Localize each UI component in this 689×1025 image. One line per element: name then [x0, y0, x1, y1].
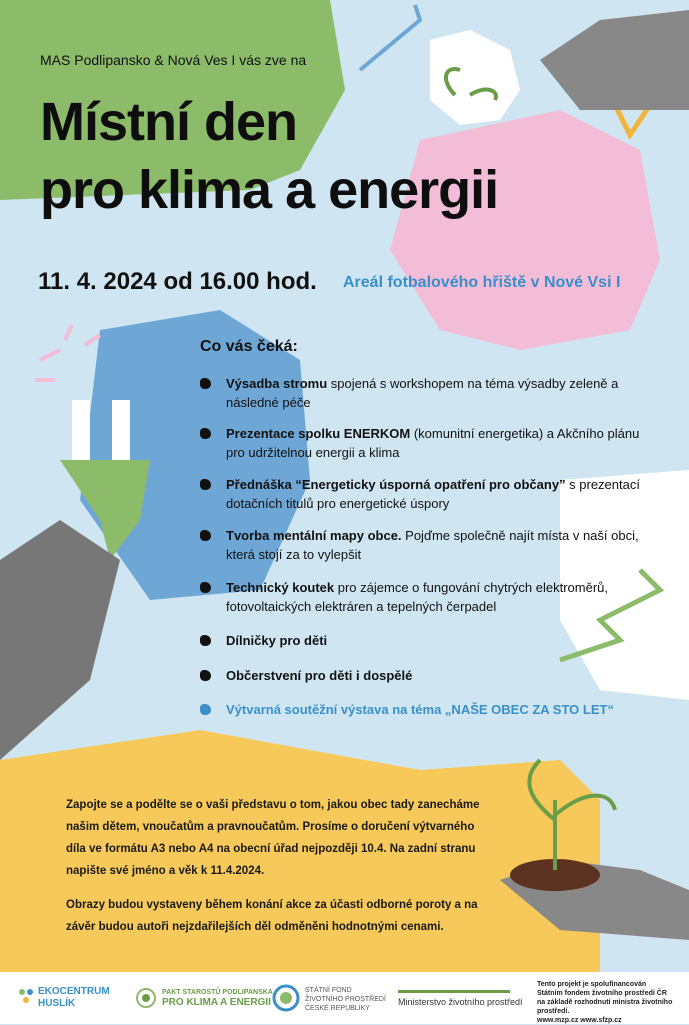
page-title-line2: pro klima a energii: [40, 160, 499, 220]
program-item-highlight: Výtvarná soutěžní výstava na téma „NAŠE OBEC ZA STO LET“: [226, 702, 614, 717]
footer-logos: [0, 972, 689, 1024]
pink-blob: [390, 110, 660, 350]
program-item: Tvorba mentální mapy obce. Pojďme společně najít místa v naší obci, která stojí za to vylepšit: [226, 528, 639, 562]
event-place: Areál fotbalového hřiště v Nové Vsi I: [343, 274, 621, 291]
program-item: Technický koutek pro zájemce o fungování chytrých elektroměrů, fotovoltaických elektráren a tepelných čerpadel: [226, 580, 608, 614]
program-item: Prezentace spolku ENERKOM (komunitní energetika) a Akčního plánu pro udržitelnou energii a klima: [226, 426, 640, 460]
program-item: Přednáška “Energeticky úsporná opatření pro občany” s prezentací dotačních titulů pro energetické úspory: [226, 477, 640, 511]
logo-pakt: PAKT STAROSTŮ PODLIPANSKA PRO KLIMA A ENERGII: [162, 989, 273, 1008]
bullet-icon: [200, 670, 211, 681]
white-circle: [430, 30, 520, 125]
program-item: Občerstvení pro děti i dospělé: [226, 668, 413, 683]
mzp-logo-bar: [398, 990, 510, 993]
contest-paragraph: Zapojte se a podělte se o vaši představu o tom, jakou obec tady zanecháme našim dětem, vnoučatům a pravnoučatům. Prosíme o doručení výtvarného díla ve formátu A3 nebo A4 na obecní úřad nejpozději 10.4. Na zadní stranu napište své jméno a věk k 11.4.2024.: [66, 799, 480, 877]
sfzp-logo-icon: [272, 984, 300, 1012]
arrow-doodle: [360, 5, 420, 70]
bullet-icon: [200, 479, 211, 490]
plug-pin-left: [72, 400, 90, 460]
bullet-icon: [200, 378, 211, 389]
bullet-icon: [200, 530, 211, 541]
invitation-line: MAS Podlipansko & Nová Ves I vás zve na: [40, 52, 307, 68]
exhibition-paragraph: Obrazy budou vystaveny během konání akce za účasti odborné poroty a na závěr budou autoři nejzdařilejších děl odměněni hodnotnými cenami.: [66, 899, 478, 933]
bullet-icon: [200, 428, 211, 439]
bullet-icon: [200, 582, 211, 593]
program-heading: Co vás čeká:: [200, 338, 298, 355]
sparkle-doodle: [35, 325, 100, 380]
bullet-icon: [200, 635, 211, 646]
program-item: Výsadba stromu spojená s workshopem na téma výsadby zeleně a následné péče: [226, 376, 619, 410]
logo-sfzp: STÁTNÍ FOND ŽIVOTNÍHO PROSTŘEDÍ ČESKÉ REPUBLIKY: [305, 987, 386, 1012]
hand-top-right-illustration: [540, 10, 689, 110]
logo-ekocentrum: EKOCENTRUM HUSLÍK: [38, 986, 110, 1009]
page-title-line1: Místní den: [40, 92, 297, 152]
program-item: Dílničky pro děti: [226, 633, 328, 648]
hand-left-illustration: [0, 520, 120, 760]
event-date: 11. 4. 2024 od 16.00 hod.: [38, 268, 317, 295]
plug-pin-right: [112, 400, 130, 460]
ekocentrum-logo-icon: [18, 988, 34, 1004]
funding-note: Tento projekt je spolufinancován Státním fondem životního prostředí ČR na základě rozhodnutí ministra životního prostředí. www.mzp.cz www.sfzp.cz: [537, 981, 673, 1024]
logo-mzp: Ministerstvo životního prostředí: [398, 997, 523, 1007]
bullet-icon: [200, 704, 211, 715]
pakt-logo-icon: [136, 988, 156, 1008]
